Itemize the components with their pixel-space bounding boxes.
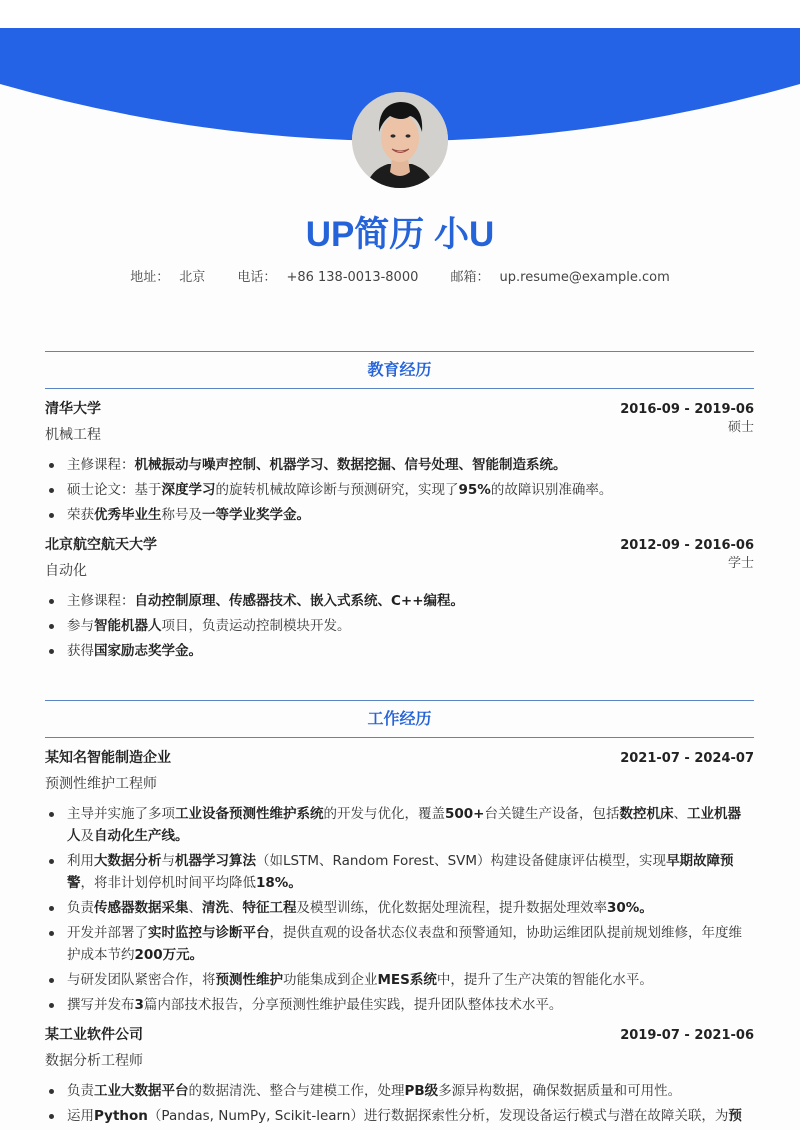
major: 自动化 <box>45 563 87 579</box>
candidate-name: UP简历 小U <box>305 215 495 254</box>
major: 机械工程 <box>45 427 101 443</box>
address-value: 北京 <box>179 270 206 285</box>
emphasis-text: 3 <box>134 997 144 1013</box>
body-text: 的故障识别准确率。 <box>490 482 613 498</box>
company-name: 某知名智能制造企业 <box>45 750 171 766</box>
emphasis-text: 清洗 <box>202 900 229 916</box>
date-range: 2016-09 - 2019-06 <box>620 402 754 417</box>
emphasis-text: 智能机器人 <box>94 618 162 634</box>
emphasis-text: 500+ <box>445 806 485 822</box>
degree: 学士 <box>727 556 754 571</box>
contact-phone <box>237 269 418 287</box>
emphasis-text: 预测性维护 <box>215 972 283 988</box>
list-item <box>45 615 754 637</box>
body-text: 称号及 <box>161 507 202 523</box>
bullet-list <box>45 454 754 526</box>
emphasis-text: 工业机器人 <box>67 806 741 844</box>
work-entry <box>45 747 754 1016</box>
emphasis-text: 大数据分析 <box>94 853 162 869</box>
body-text: 及模型训练，优化数据处理流程，提升数据处理效率 <box>296 900 607 916</box>
emphasis-text: 一等学业奖学金。 <box>202 507 310 523</box>
emphasis-text: PB级 <box>404 1083 439 1099</box>
body-text: ，提供直观的设备状态仪表盘和预警通知，协助运维团队提前规划维修，年度维护成本节约 <box>67 925 742 963</box>
emphasis-text: 预 <box>728 1108 742 1124</box>
contact-email <box>451 269 670 287</box>
work-section <box>45 700 754 1130</box>
body-text: （如LSTM、Random Forest、SVM）构建设备健康评估模型，实现 <box>256 853 667 869</box>
bullet-list <box>45 590 754 662</box>
body-text: 荣获 <box>67 507 94 523</box>
body-text: 与 <box>161 853 175 869</box>
bullet-list <box>45 1080 754 1127</box>
list-item <box>45 969 754 991</box>
body-text: 的旋转机械故障诊断与预测研究，实现了 <box>215 482 459 498</box>
job-title: 预测性维护工程师 <box>45 776 157 792</box>
contact-address <box>130 269 205 287</box>
emphasis-text: 传感器数据采集 <box>94 900 189 916</box>
list-item <box>45 640 754 662</box>
emphasis-text: 200万元。 <box>134 947 204 963</box>
work-entry <box>45 1024 754 1127</box>
phone-value: +86 138-0013-8000 <box>286 270 419 285</box>
education-entry <box>45 398 754 526</box>
date-range: 2012-09 - 2016-06 <box>620 538 754 553</box>
emphasis-text: 机械振动与噪声控制、机器学习、数据挖掘、信号处理、智能制造系统。 <box>134 457 567 473</box>
body-text: 与研发团队紧密合作，将 <box>67 972 216 988</box>
job-title: 数据分析工程师 <box>45 1053 143 1069</box>
section-title-education: 教育经历 <box>45 351 754 389</box>
emphasis-text: 95% <box>458 482 491 498</box>
body-text: 主修课程： <box>67 457 135 473</box>
list-item <box>45 850 754 894</box>
body-text: 功能集成到企业 <box>283 972 378 988</box>
emphasis-text: 18%。 <box>256 875 302 891</box>
emphasis-text: 深度学习 <box>161 482 216 498</box>
list-item <box>45 1105 754 1127</box>
list-item <box>45 1080 754 1102</box>
body-text: 、 <box>673 806 687 822</box>
education-section <box>45 351 754 665</box>
body-text: ，将非计划停机时间平均降低 <box>80 875 256 891</box>
body-text: （Pandas, NumPy, Scikit-learn）进行数据探索性分析，发现设备运行模式与潜在故障关联，为 <box>147 1108 729 1124</box>
body-text: 的数据清洗、整合与建模工作，处理 <box>188 1083 405 1099</box>
body-text: 、 <box>188 900 202 916</box>
body-text: 多源异构数据，确保数据质量和可用性。 <box>438 1083 682 1099</box>
avatar <box>352 92 448 188</box>
list-item <box>45 454 754 476</box>
emphasis-text: 自动化生产线。 <box>94 828 189 844</box>
date-range: 2021-07 - 2024-07 <box>620 751 754 766</box>
address-label: 地址： <box>130 270 170 285</box>
body-text: 主导并实施了多项 <box>67 806 175 822</box>
company-name: 某工业软件公司 <box>45 1027 143 1043</box>
emphasis-text: 工业设备预测性维护系统 <box>175 806 324 822</box>
body-text: 利用 <box>67 853 94 869</box>
emphasis-text: 特征工程 <box>242 900 297 916</box>
emphasis-text: MES系统 <box>377 972 437 988</box>
emphasis-text: 30%。 <box>607 900 653 916</box>
date-range: 2019-07 - 2021-06 <box>620 1028 754 1043</box>
body-text: 及 <box>80 828 94 844</box>
emphasis-text: 自动控制原理、传感器技术、嵌入式系统、C++编程。 <box>134 593 465 609</box>
body-text: 开发并部署了 <box>67 925 148 941</box>
education-entry <box>45 534 754 662</box>
list-item <box>45 922 754 966</box>
section-title-work: 工作经历 <box>45 700 754 738</box>
emphasis-text: 数控机床 <box>619 806 674 822</box>
body-text: 负责 <box>67 1083 94 1099</box>
email-value: up.resume@example.com <box>499 270 670 285</box>
list-item <box>45 994 754 1016</box>
body-text: 运用 <box>67 1108 94 1124</box>
emphasis-text: 工业大数据平台 <box>94 1083 189 1099</box>
bullet-list <box>45 803 754 1016</box>
list-item <box>45 803 754 847</box>
body-text: 、 <box>229 900 243 916</box>
body-text: 撰写并发布 <box>67 997 135 1013</box>
body-text: 负责 <box>67 900 94 916</box>
body-text: 中，提升了生产决策的智能化水平。 <box>436 972 653 988</box>
body-text: 硕士论文：基于 <box>67 482 162 498</box>
school-name: 清华大学 <box>45 401 101 417</box>
body-text: 参与 <box>67 618 94 634</box>
emphasis-text: 优秀毕业生 <box>94 507 162 523</box>
emphasis-text: 实时监控与诊断平台 <box>148 925 270 941</box>
body-text: 篇内部技术报告，分享预测性维护最佳实践，提升团队整体技术水平。 <box>143 997 563 1013</box>
contact-info <box>0 269 800 287</box>
body-text: 的开发与优化，覆盖 <box>323 806 445 822</box>
body-text: 主修课程： <box>67 593 135 609</box>
phone-label: 电话： <box>237 270 277 285</box>
list-item <box>45 504 754 526</box>
body-text: 项目，负责运动控制模块开发。 <box>161 618 351 634</box>
body-text: 台关键生产设备，包括 <box>484 806 620 822</box>
emphasis-text: 早期故障预警 <box>67 853 734 891</box>
emphasis-text: 国家励志奖学金。 <box>94 643 202 659</box>
list-item <box>45 590 754 612</box>
email-label: 邮箱： <box>450 270 490 285</box>
list-item <box>45 897 754 919</box>
school-name: 北京航空航天大学 <box>45 537 157 553</box>
emphasis-text: 机器学习算法 <box>175 853 256 869</box>
degree: 硕士 <box>727 420 754 435</box>
emphasis-text: Python <box>94 1108 148 1124</box>
top-margin <box>0 0 800 28</box>
body-text: 获得 <box>67 643 94 659</box>
list-item <box>45 479 754 501</box>
portrait-photo-icon <box>352 92 448 188</box>
